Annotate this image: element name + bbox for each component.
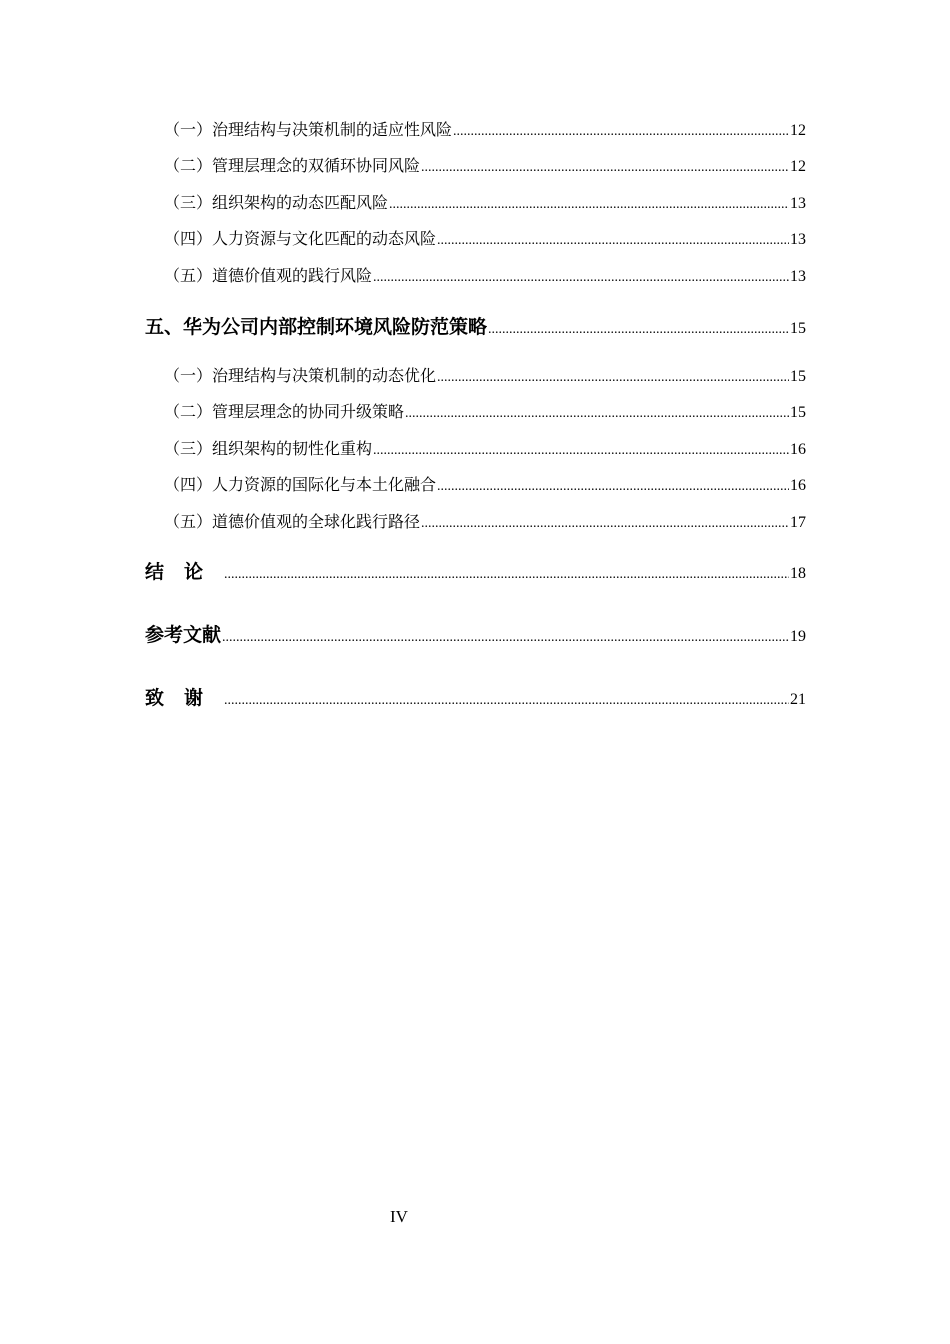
toc-entry-label: （四）人力资源的国际化与本土化融合 xyxy=(164,475,437,494)
toc-entry-page: 21 xyxy=(790,691,806,708)
toc-entry[interactable] xyxy=(164,509,806,532)
toc-entry-page: 13 xyxy=(790,268,806,285)
toc-entry-label: （一）治理结构与决策机制的动态优化 xyxy=(164,366,437,385)
toc-entry-label: （四）人力资源与文化匹配的动态风险 xyxy=(164,229,437,248)
toc-chapter-entry[interactable] xyxy=(145,557,806,584)
toc-chapter-entry[interactable] xyxy=(145,620,806,647)
toc-entry-page: 15 xyxy=(790,404,806,421)
toc-chapter-entry[interactable] xyxy=(145,312,806,339)
toc-entry-page: 16 xyxy=(790,441,806,458)
toc-chapter-entry[interactable] xyxy=(145,683,806,710)
page-number: IV xyxy=(390,1207,408,1226)
dot-leader xyxy=(421,160,789,176)
toc-entry[interactable] xyxy=(164,472,806,495)
toc-entry[interactable] xyxy=(164,363,806,386)
dot-leader xyxy=(405,406,789,422)
dot-leader xyxy=(389,197,789,213)
toc-entry-label: 参考文献 xyxy=(145,624,222,646)
dot-leader xyxy=(437,370,789,386)
toc-entry[interactable] xyxy=(164,153,806,176)
toc-entry-label: （五）道德价值观的践行风险 xyxy=(164,266,373,285)
dot-leader xyxy=(224,693,789,709)
toc-entry-page: 15 xyxy=(790,368,806,385)
toc-entry-page: 13 xyxy=(790,195,806,212)
toc-entry-label: （二）管理层理念的双循环协同风险 xyxy=(164,156,421,175)
toc-entry-label: （三）组织架构的动态匹配风险 xyxy=(164,193,389,212)
toc-entry-label: （三）组织架构的韧性化重构 xyxy=(164,439,373,458)
toc-entry-page: 17 xyxy=(790,514,806,531)
toc-entry-page: 19 xyxy=(790,628,806,645)
toc-entry-label: （一）治理结构与决策机制的适应性风险 xyxy=(164,120,453,139)
toc-entry-page: 12 xyxy=(790,122,806,139)
dot-leader xyxy=(453,124,789,140)
dot-leader xyxy=(437,479,789,495)
toc-entry-page: 13 xyxy=(790,231,806,248)
toc-entry-page: 15 xyxy=(790,320,806,337)
dot-leader xyxy=(488,322,789,338)
toc-entry[interactable] xyxy=(164,226,806,249)
dot-leader xyxy=(437,233,789,249)
toc-entry[interactable] xyxy=(164,436,806,459)
dot-leader xyxy=(421,516,789,532)
toc-entry-label: （二）管理层理念的协同升级策略 xyxy=(164,402,405,421)
dot-leader xyxy=(373,270,789,286)
toc-entry-page: 12 xyxy=(790,158,806,175)
dot-leader xyxy=(224,567,789,583)
toc-entry[interactable] xyxy=(164,263,806,286)
dot-leader xyxy=(222,630,789,646)
toc-entry-label: 结论 xyxy=(145,561,224,583)
toc-entry-label: （五）道德价值观的全球化践行路径 xyxy=(164,512,421,531)
toc-entry-label: 致谢 xyxy=(145,687,224,709)
toc-entry[interactable] xyxy=(164,190,806,213)
toc-entry[interactable] xyxy=(164,399,806,422)
dot-leader xyxy=(373,443,789,459)
toc-entry-page: 18 xyxy=(790,565,806,582)
toc-entry-label: 五、华为公司内部控制环境风险防范策略 xyxy=(145,316,488,338)
toc-entry-page: 16 xyxy=(790,477,806,494)
toc-entry[interactable] xyxy=(164,117,806,140)
